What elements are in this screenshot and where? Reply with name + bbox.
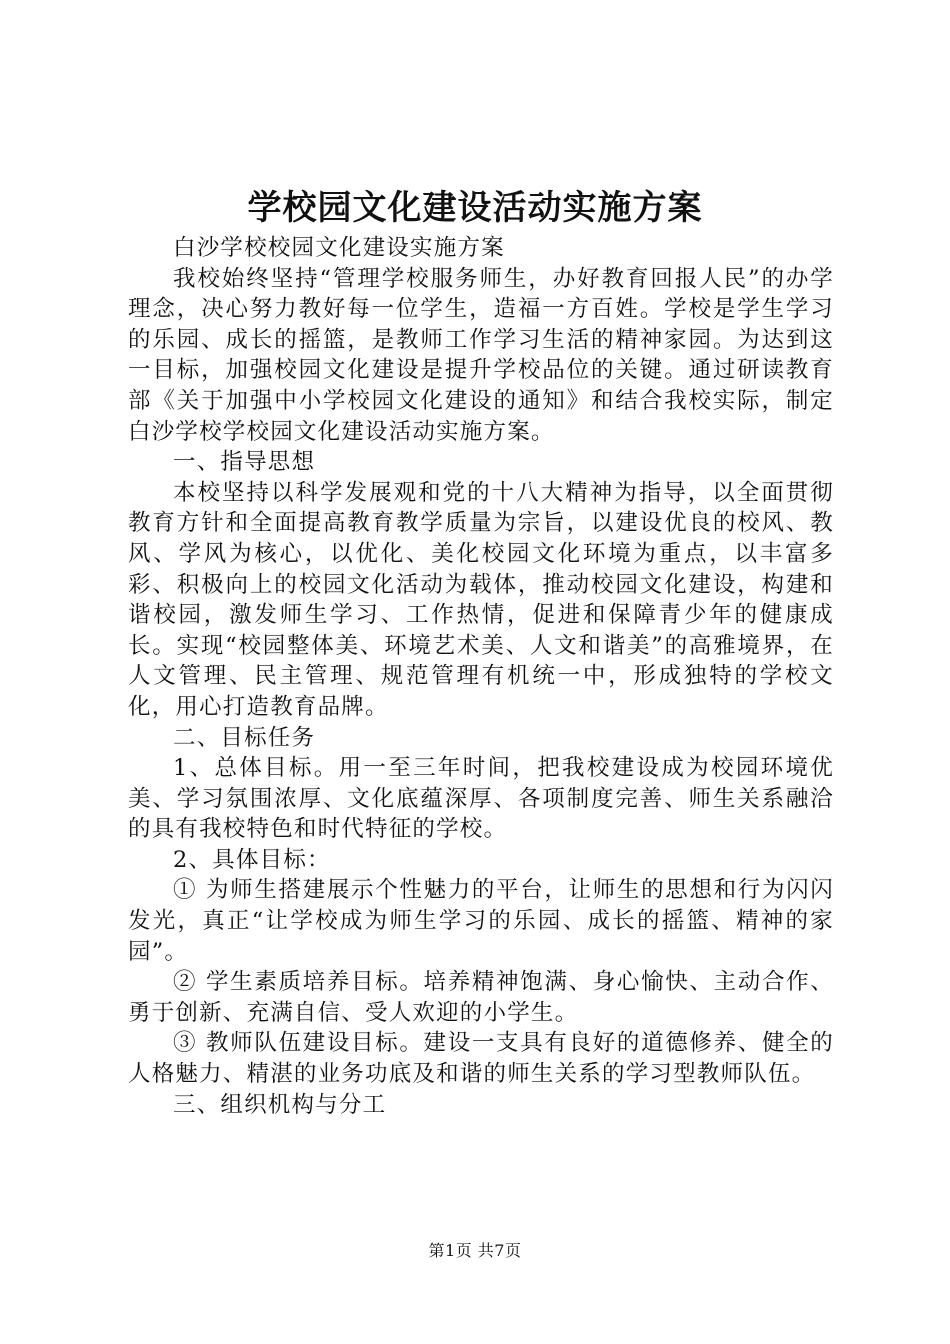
- paragraph-goal-3: ③ 教师队伍建设目标。建设一支具有良好的道德修养、健全的人格魅力、精湛的业务功底及和谐的师生关系的学习型教师队伍。: [128, 1030, 834, 1088]
- paragraph-goal-2: ② 学生素质培养目标。培养精神饱满、身心愉快、主动合作、勇于创新、充满自信、受人欢迎的小学生。: [128, 969, 834, 1026]
- page-number-footer: 第1页 共7页: [428, 1241, 522, 1260]
- section-heading-guiding-thought: 一、指导思想: [173, 449, 316, 476]
- paragraph-specific-goals-heading: 2、具体目标：: [173, 846, 331, 873]
- paragraph-guiding-thought: 本校坚持以科学发展观和党的十八大精神为指导，以全面贯彻教育方针和全面提高教育教学质量为宗旨，以建设优良的校风、教风、学风为核心，以优化、美化校园文化环境为重点，以丰富多彩、积极向上的校园文化活动为载体，推动校园文化建设，构建和谐校园，激发师生学习、工作热情，促进和保障青少年的健康成长。实现“校园整体美、环境艺术美、人文和谐美”的高雅境界，在人文管理、民主管理、规范管理有机统一中，形成独特的学校文化，用心打造教育品牌。: [128, 479, 834, 720]
- paragraph-intro: 我校始终坚持“管理学校服务师生，办好教育回报人民”的办学理念，决心努力教好每一位学生，造福一方百姓。学校是学生学习的乐园、成长的摇篮，是教师工作学习生活的精神家园。为达到这一目标，加强校园文化建设是提升学校品位的关键。通过研读教育部《关于加强中小学校园文化建设的通知》和结合我校实际，制定白沙学校学校园文化建设活动实施方案。: [128, 265, 834, 445]
- paragraph-goal-1: ① 为师生搭建展示个性魅力的平台，让师生的思想和行为闪闪发光，真正“让学校成为师生学习的乐园、成长的摇篮、精神的家园”。: [128, 877, 834, 965]
- paragraph-subtitle: 白沙学校校园文化建设实施方案: [173, 235, 505, 261]
- section-heading-goals: 二、目标任务: [173, 724, 316, 751]
- document-body: [128, 233, 834, 1120]
- document-title: 学校园文化建设活动实施方案: [247, 188, 703, 228]
- paragraph-overall-goal: 1、总体目标。用一至三年时间，把我校建设成为校园环境优美、学习氛围浓厚、文化底蕴深厚、各项制度完善、师生关系融洽的具有我校特色和时代特征的学校。: [128, 755, 834, 843]
- section-heading-organization: 三、组织机构与分工: [173, 1091, 387, 1118]
